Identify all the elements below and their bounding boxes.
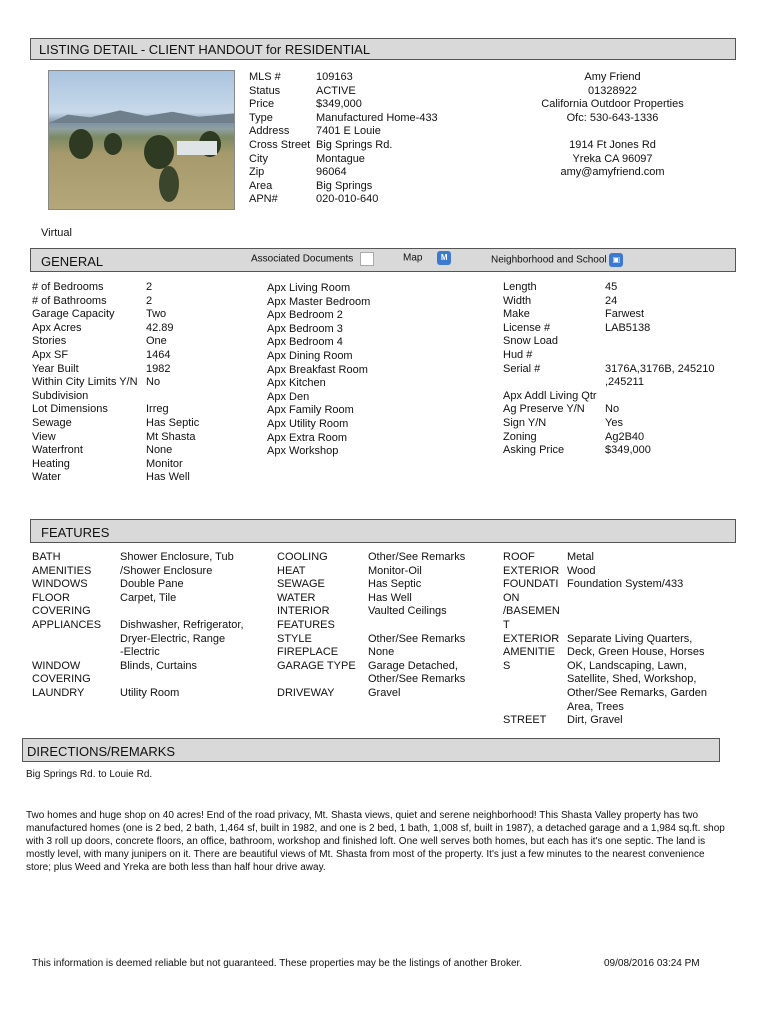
features-title: FEATURES	[41, 525, 110, 540]
field-label: FIREPLACE	[277, 646, 339, 659]
field-value: No	[605, 403, 620, 416]
field-value: Blinds, Curtains	[120, 659, 198, 672]
field-value: 1464	[146, 348, 171, 361]
field-value: 2	[146, 294, 153, 307]
field-value: Double Pane	[120, 578, 184, 591]
features-column-3	[503, 551, 707, 728]
agent-office-phone[interactable]: Ofc: 530-643-1336	[566, 111, 659, 124]
listing-summary	[249, 71, 438, 207]
document-icon[interactable]	[360, 252, 374, 266]
field-value: Monitor	[146, 457, 183, 470]
field-value: Farwest	[605, 308, 645, 321]
field-value: 3176A,3176B, 245210 ,245211	[605, 362, 715, 389]
features-column-1	[32, 551, 244, 701]
field-label: Water	[32, 471, 61, 484]
room-item: Apx Master Bedroom	[267, 295, 371, 308]
field-value: Wood	[567, 564, 596, 577]
field-value: Manufactured Home-433	[316, 111, 438, 124]
field-label: STREET	[503, 714, 547, 727]
field-value: Separate Living Quarters, Deck, Green House, Horses OK, Landscaping, Lawn, Satellite, Shed, Workshop, Other/See Remarks, Garden Area, Trees	[567, 632, 708, 713]
field-label: Within City Limits Y/N	[32, 376, 138, 389]
field-value: Big Springs	[316, 179, 373, 192]
general-rooms-column	[267, 282, 370, 459]
agent-city: Yreka CA 96097	[572, 152, 653, 165]
field-label: # of Bathrooms	[32, 294, 107, 307]
room-item: Apx Breakfast Room	[267, 363, 368, 376]
field-value: Vaulted Ceilings	[368, 605, 447, 618]
field-value: Monitor-Oil	[368, 564, 422, 577]
field-label: Cross Street	[249, 138, 311, 151]
field-value: ACTIVE	[316, 84, 356, 97]
field-label: BATH AMENITIES	[32, 551, 92, 577]
field-label: Apx SF	[32, 348, 69, 361]
field-value: Montague	[316, 152, 365, 165]
field-value: Has Septic	[368, 578, 422, 591]
field-value: Irreg	[146, 403, 169, 416]
field-label: Snow Load	[503, 335, 559, 348]
field-label: Waterfront	[32, 444, 83, 457]
field-label: Subdivision	[32, 389, 89, 402]
field-label: View	[32, 430, 56, 443]
field-label: Address	[249, 125, 290, 138]
field-label: EXTERIOR	[503, 564, 560, 577]
neighborhood-school-label: Neighborhood and School	[491, 254, 607, 266]
field-label: GARAGE TYPE	[277, 659, 356, 672]
field-label: Sewage	[32, 416, 72, 429]
field-label: Asking Price	[503, 444, 565, 457]
listing-title: LISTING DETAIL - CLIENT HANDOUT for RESIDENTIAL	[39, 41, 371, 57]
room-item: Apx Den	[267, 390, 310, 403]
associated-documents-link[interactable]	[251, 252, 374, 266]
field-value: 42.89	[146, 321, 174, 334]
field-value: Dirt, Gravel	[567, 714, 623, 727]
room-item: Apx Dining Room	[267, 349, 353, 362]
field-value: 45	[605, 281, 618, 293]
field-label: Make	[503, 308, 530, 321]
map-label: Map	[403, 252, 423, 264]
room-item: Apx Utility Room	[267, 417, 349, 430]
agent-info	[500, 71, 725, 180]
field-label: HEAT	[277, 564, 306, 577]
agent-company: California Outdoor Properties	[541, 98, 684, 111]
field-value: Carpet, Tile	[120, 591, 177, 604]
field-label: Lot Dimensions	[32, 403, 108, 416]
field-label: Apx Addl Living Qtr	[503, 389, 597, 402]
field-label: Price	[249, 98, 275, 111]
general-right-column	[503, 281, 715, 458]
field-label: Stories	[32, 335, 67, 348]
field-label: Heating	[32, 457, 70, 470]
remarks-section-header	[22, 738, 720, 762]
features-section-header	[30, 519, 736, 543]
field-label: MLS #	[249, 71, 281, 83]
field-label: License #	[503, 321, 551, 334]
field-value: Has Septic	[146, 416, 200, 429]
field-value: LAB5138	[605, 321, 651, 334]
field-label: COOLING	[277, 551, 328, 563]
field-value	[605, 390, 715, 404]
field-label: Length	[503, 281, 537, 293]
field-label: APPLIANCES	[32, 618, 102, 631]
field-value: One	[146, 335, 167, 348]
room-item: Apx Family Room	[267, 404, 354, 417]
field-value: $349,000	[605, 444, 651, 457]
field-label: Hud #	[503, 348, 533, 361]
field-value: None	[146, 444, 173, 457]
print-timestamp: 09/08/2016 03:24 PM	[604, 958, 700, 969]
field-value: Big Springs Rd.	[316, 138, 393, 151]
field-label: INTERIOR FEATURES	[277, 605, 335, 631]
field-value: None	[368, 646, 395, 659]
field-label: SEWAGE	[277, 578, 325, 591]
field-value: Other/See Remarks	[368, 551, 466, 563]
field-value: Has Well	[368, 591, 412, 604]
field-label: EXTERIOR AMENITIE S	[503, 632, 560, 672]
field-value: Foundation System/433	[567, 578, 684, 591]
school-icon[interactable]: ▣	[609, 253, 623, 267]
room-item: Apx Bedroom 3	[267, 322, 343, 335]
room-item: Apx Bedroom 2	[267, 309, 343, 322]
field-value	[605, 335, 715, 349]
property-photo[interactable]	[48, 70, 235, 210]
field-label: FOUNDATI ON /BASEMEN T	[503, 578, 560, 631]
field-value: Metal	[567, 551, 594, 563]
field-label: Sign Y/N	[503, 416, 547, 429]
field-value: Garage Detached, Other/See Remarks	[368, 659, 466, 686]
field-value: 109163	[316, 71, 353, 83]
remarks-title: DIRECTIONS/REMARKS	[27, 744, 176, 759]
field-value: Yes	[605, 416, 623, 429]
field-label: Zoning	[503, 430, 537, 443]
general-section-header	[30, 248, 736, 272]
field-label: Serial #	[503, 362, 541, 375]
field-value: 2	[146, 281, 153, 293]
field-value: $349,000	[316, 98, 362, 111]
field-value	[146, 390, 199, 404]
agent-email[interactable]: amy@amyfriend.com	[560, 166, 665, 179]
general-left-column	[32, 281, 199, 485]
field-value: Has Well	[146, 471, 190, 484]
field-label: STYLE	[277, 632, 312, 645]
field-value: No	[146, 376, 161, 389]
remarks-text: Two homes and huge shop on 40 acres! End of the road privacy, Mt. Shasta views, quiet and serene neighborhood! This Shasta Valley property has two manufactured homes (one is 2 bed, 2 bath, 1,464 sf, built in 1982, and one is 2 bed, 1 bath, 1,008 sf, built in 1987), a detached garage and a 1,984 sq.ft. shop with 3 roll up doors, concrete floors, an office, bathroom, workshop and finished loft. One well serves both homes, but each has it's one septic. The land is mostly level, with many junipers on it. There are beautiful views of Mt. Shasta from most of the property. It's just a few minutes to the nearest convenience store; plus Weed and Yreka are both less than half hour drive away.	[26, 810, 725, 873]
directions-text: Big Springs Rd. to Louie Rd.	[26, 769, 153, 780]
field-label: Status	[249, 84, 281, 97]
field-value: Ag2B40	[605, 430, 645, 443]
field-value: Mt Shasta	[146, 430, 196, 443]
field-label: LAUNDRY	[32, 686, 85, 699]
map-link[interactable]	[403, 251, 451, 265]
agent-name: Amy Friend	[584, 71, 641, 83]
field-value: 1982	[146, 362, 171, 375]
field-value: Dishwasher, Refrigerator, Dryer-Electric, Range -Electric	[120, 618, 244, 659]
virtual-tour-link[interactable]: Virtual	[41, 227, 72, 239]
room-item: Apx Kitchen	[267, 377, 326, 390]
agent-license: 01328922	[588, 84, 637, 97]
field-value: 7401 E Louie	[316, 125, 381, 138]
room-item: Apx Extra Room	[267, 431, 348, 444]
field-label: WINDOW COVERING	[32, 659, 91, 686]
field-label: WINDOWS	[32, 578, 88, 591]
disclaimer-text: This information is deemed reliable but not guaranteed. These properties may be the listings of another Broker.	[32, 958, 523, 969]
field-label: Ag Preserve Y/N	[503, 403, 585, 416]
field-value: 24	[605, 294, 618, 307]
room-item: Apx Living Room	[267, 282, 351, 294]
room-item: Apx Workshop	[267, 445, 339, 458]
field-label: Type	[249, 111, 273, 124]
field-label: DRIVEWAY	[277, 686, 335, 699]
field-label: Zip	[249, 166, 265, 179]
general-title: GENERAL	[41, 254, 104, 269]
field-value: 96064	[316, 166, 347, 179]
field-value: Other/See Remarks	[368, 632, 466, 645]
field-label: ROOF	[503, 551, 535, 563]
features-column-2	[277, 551, 465, 701]
field-label: Area	[249, 179, 273, 192]
field-label: WATER	[277, 591, 316, 604]
field-label: Width	[503, 294, 532, 307]
field-label: Year Built	[32, 362, 79, 375]
listing-title-bar	[30, 38, 736, 60]
associated-documents-label: Associated Documents	[251, 253, 354, 265]
field-value: Gravel	[368, 686, 401, 699]
field-value: Shower Enclosure, Tub /Shower Enclosure	[120, 551, 234, 577]
field-value: Two	[146, 308, 167, 321]
field-label: FLOOR COVERING	[32, 591, 91, 618]
field-label: APN#	[249, 193, 278, 206]
field-label: Apx Acres	[32, 321, 82, 334]
field-label: Garage Capacity	[32, 308, 115, 321]
field-label: # of Bedrooms	[32, 281, 104, 293]
neighborhood-school-link[interactable]	[491, 253, 623, 267]
field-value: 020-010-640	[316, 193, 379, 206]
agent-street: 1914 Ft Jones Rd	[569, 138, 656, 151]
field-label: City	[249, 152, 268, 165]
room-item: Apx Bedroom 4	[267, 336, 343, 349]
field-value	[605, 349, 715, 363]
map-icon[interactable]: M	[437, 251, 451, 265]
field-value: Utility Room	[120, 686, 180, 699]
